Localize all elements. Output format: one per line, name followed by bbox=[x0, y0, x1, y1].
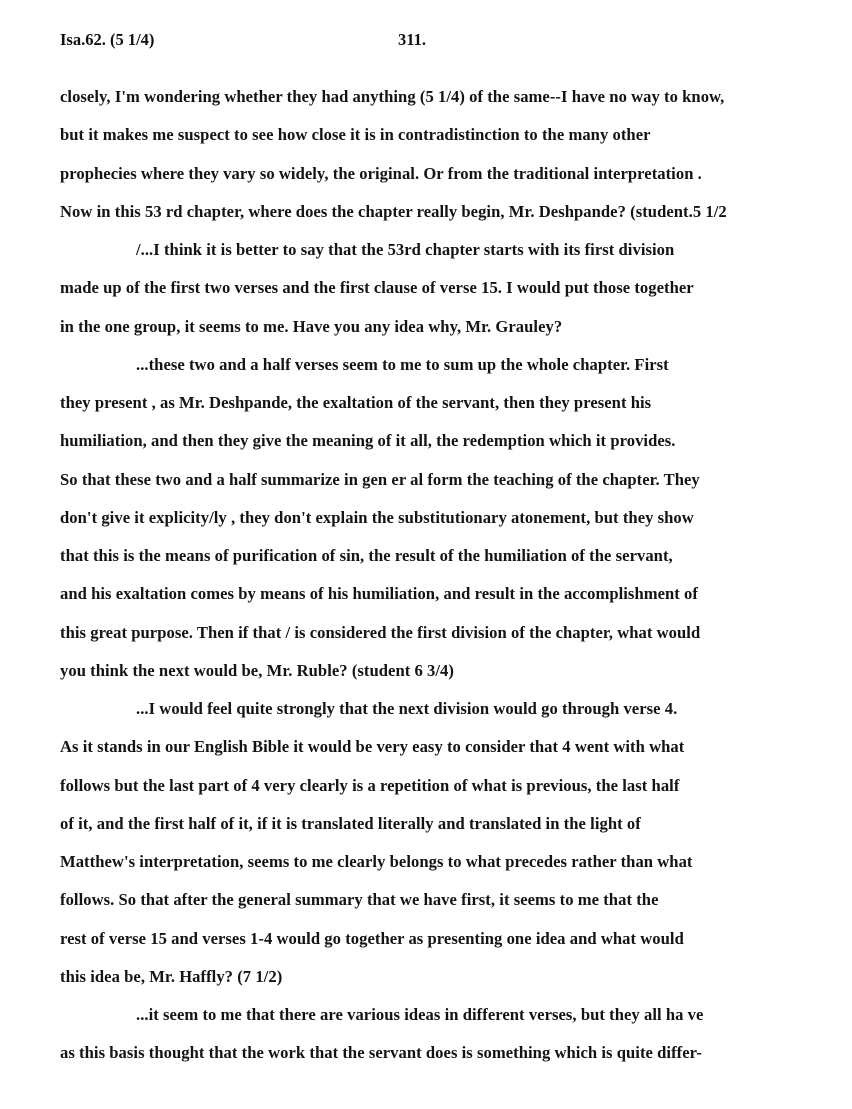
text-line: follows. So that after the general summary that we have first, it seems to me that the bbox=[60, 890, 659, 910]
text-line: don't give it explicity/ly , they don't explain the substitutionary atonement, but they show bbox=[60, 507, 694, 527]
text-line: they present , as Mr. Deshpande, the exaltation of the servant, then they present his bbox=[60, 393, 652, 412]
text-line: made up of the first two verses and the first clause of verse 15. I would put those together bbox=[60, 278, 694, 298]
text-line: prophecies where they vary so widely, the original. Or from the traditional interpretation . bbox=[60, 163, 702, 183]
text-line: As it stands in our English Bible it would be very easy to consider that 4 went with what bbox=[60, 737, 685, 757]
text-line: So that these two and a half summarize in gen er al form the teaching of the chapter. They bbox=[60, 469, 700, 489]
page-number: 311. bbox=[398, 30, 426, 49]
text-line: this idea be, Mr. Haffly? (7 1/2) bbox=[60, 966, 283, 986]
text-line: ...these two and a half verses seem to me to sum up the whole chapter. First bbox=[136, 354, 669, 374]
transcript-body bbox=[60, 84, 850, 1079]
text-line: ...it seem to me that there are various ideas in different verses, but they all ha ve bbox=[136, 1005, 704, 1024]
text-line: rest of verse 15 and verses 1-4 would go together as presenting one idea and what would bbox=[60, 928, 684, 948]
text-line: humiliation, and then they give the meaning of it all, the redemption which it provides. bbox=[60, 431, 676, 451]
text-line: in the one group, it seems to me. Have you any idea why, Mr. Grauley? bbox=[60, 316, 563, 336]
text-line: closely, I'm wondering whether they had anything (5 1/4) of the same--I have no way to know, bbox=[60, 87, 725, 106]
text-line: you think the next would be, Mr. Ruble? (student 6 3/4) bbox=[60, 660, 454, 680]
text-line: of it, and the first half of it, if it is translated literally and translated in the light of bbox=[60, 813, 641, 833]
text-line: Matthew's interpretation, seems to me clearly belongs to what precedes rather than what bbox=[60, 852, 693, 871]
text-line: but it makes me suspect to see how close it is in contradistinction to the many other bbox=[60, 125, 651, 145]
text-line: that this is the means of purification of sin, the result of the humiliation of the servant, bbox=[60, 546, 673, 565]
text-line: this great purpose. Then if that / is considered the first division of the chapter, what would bbox=[60, 622, 701, 642]
page-reference: Isa.62. (5 1/4) bbox=[60, 30, 155, 49]
text-line: as this basis thought that the work that the servant does is something which is quite differ- bbox=[60, 1043, 703, 1063]
text-line: and his exaltation comes by means of his humiliation, and result in the accomplishment of bbox=[60, 584, 698, 604]
text-line: ...I would feel quite strongly that the next division would go through verse 4. bbox=[136, 699, 678, 718]
text-line: Now in this 53 rd chapter, where does the chapter really begin, Mr. Deshpande? (student.5 1/2 bbox=[60, 201, 727, 221]
text-line: /...I think it is better to say that the 53rd chapter starts with its first division bbox=[136, 240, 675, 259]
text-line: follows but the last part of 4 very clearly is a repetition of what is previous, the last half bbox=[60, 775, 680, 795]
